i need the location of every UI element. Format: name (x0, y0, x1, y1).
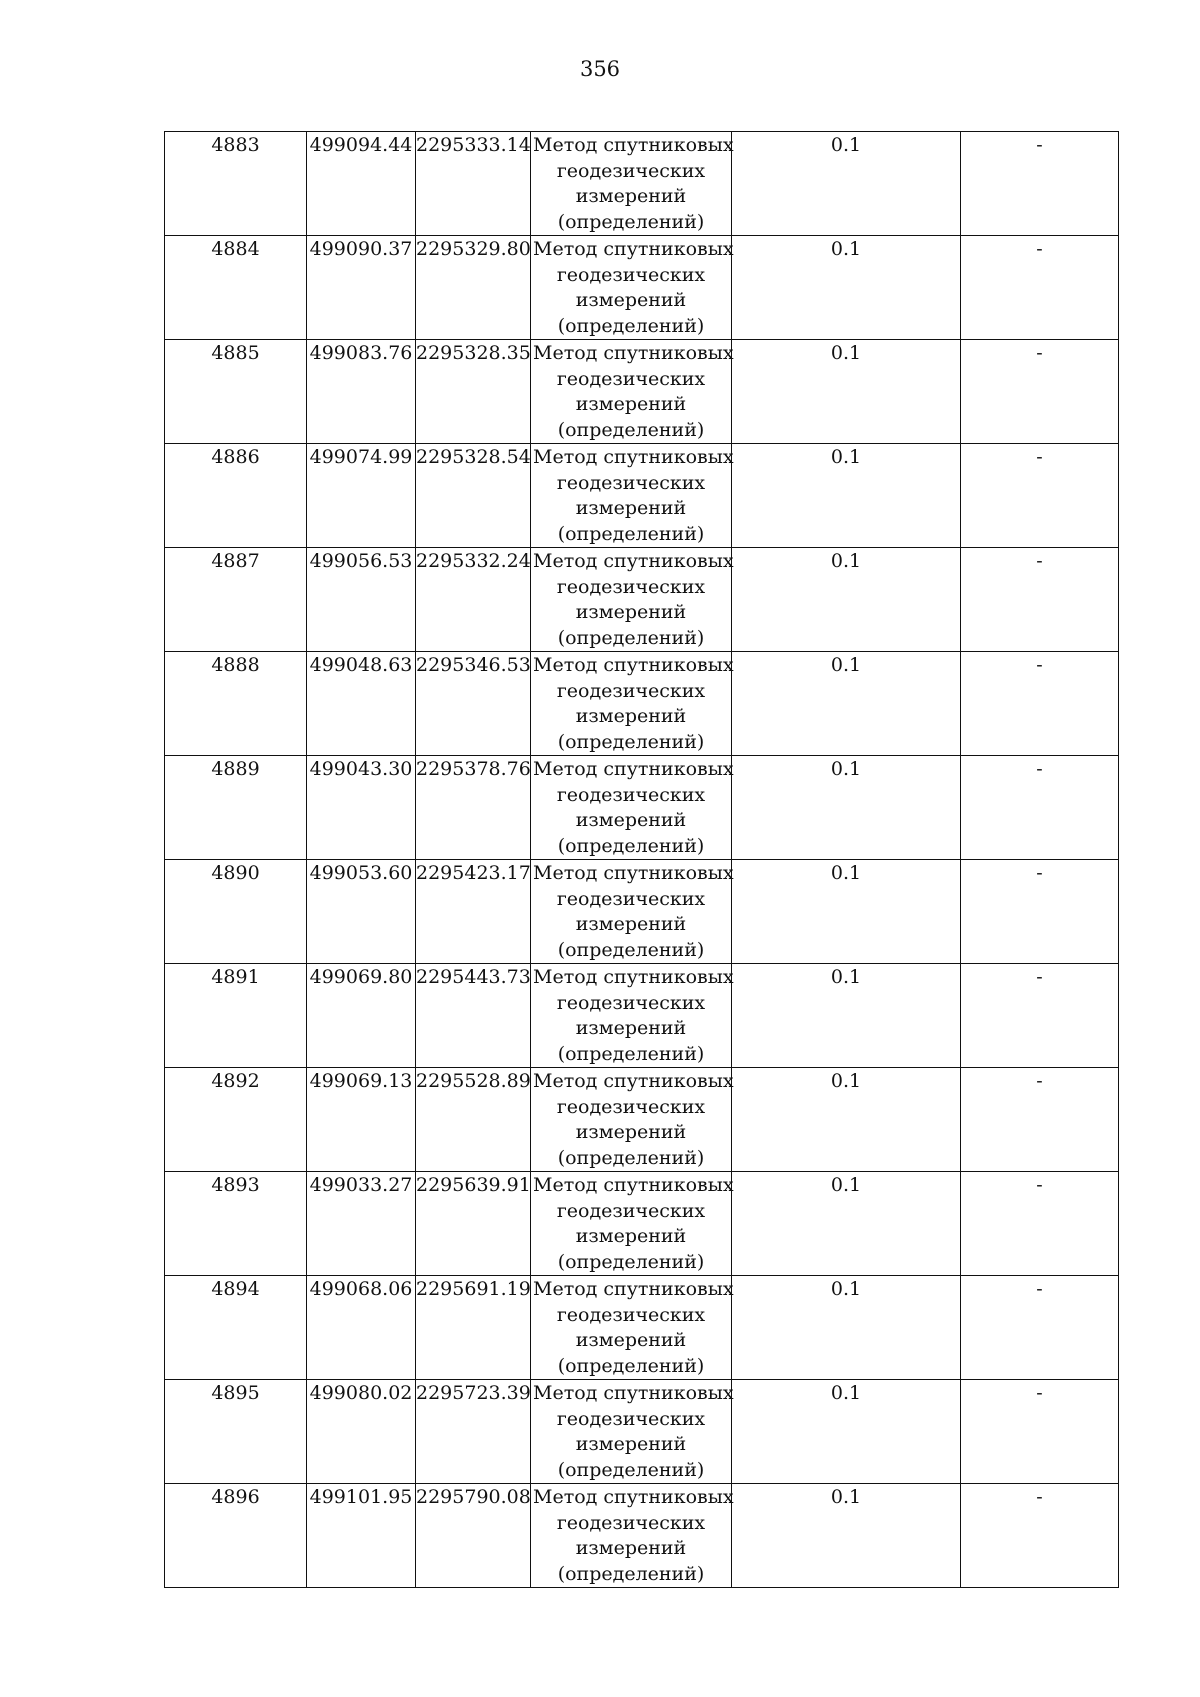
method-line: измерений (575, 185, 687, 207)
note-cell-text: - (1036, 758, 1043, 780)
accuracy-cell (732, 1276, 961, 1380)
y-coordinate-cell-text: 2295691.19 (416, 1278, 531, 1300)
method-line: (определений) (557, 1354, 705, 1377)
method-line: геодезических (556, 783, 706, 806)
method-cell (531, 132, 732, 236)
y-coordinate-cell (416, 1172, 531, 1276)
y-coordinate-cell (416, 1380, 531, 1484)
table-row (165, 340, 1119, 444)
y-coordinate-cell-text: 2295332.24 (416, 550, 531, 572)
method-line: Метод спутниковых (533, 1486, 734, 1508)
x-coordinate-cell (307, 236, 416, 340)
table-row (165, 1276, 1119, 1380)
x-coordinate-cell-text: 499068.06 (309, 1278, 413, 1300)
x-coordinate-cell-text: 499080.02 (309, 1382, 413, 1404)
note-cell-text: - (1036, 1486, 1043, 1508)
method-text (531, 756, 734, 859)
point-number-cell (165, 1172, 307, 1276)
method-cell (531, 756, 732, 860)
note-cell (961, 1380, 1119, 1484)
point-number-cell-text: 4893 (211, 1174, 260, 1196)
table-row (165, 756, 1119, 860)
note-cell-text: - (1036, 1070, 1043, 1092)
method-cell (531, 340, 732, 444)
note-cell (961, 444, 1119, 548)
accuracy-cell (732, 340, 961, 444)
accuracy-cell (732, 132, 961, 236)
method-line: измерений (575, 289, 687, 311)
y-coordinate-cell (416, 652, 531, 756)
x-coordinate-cell-text: 499090.37 (309, 238, 413, 260)
y-coordinate-cell (416, 548, 531, 652)
method-line: геодезических (556, 679, 706, 702)
method-line: Метод спутниковых (533, 1278, 734, 1300)
x-coordinate-cell (307, 1484, 416, 1588)
method-line: (определений) (557, 1042, 705, 1065)
note-cell (961, 236, 1119, 340)
coordinates-table-body (165, 132, 1119, 1588)
point-number-cell (165, 548, 307, 652)
x-coordinate-cell (307, 1276, 416, 1380)
y-coordinate-cell-text: 2295528.89 (416, 1070, 531, 1092)
x-coordinate-cell-text: 499043.30 (309, 758, 413, 780)
method-cell (531, 1276, 732, 1380)
method-line: геодезических (556, 367, 706, 390)
table-row (165, 548, 1119, 652)
point-number-cell-text: 4890 (211, 862, 260, 884)
method-line: (определений) (557, 1562, 705, 1585)
method-line: измерений (575, 601, 687, 623)
accuracy-cell-text: 0.1 (830, 654, 862, 676)
method-line: геодезических (556, 1407, 706, 1430)
note-cell-text: - (1036, 1174, 1043, 1196)
note-cell (961, 548, 1119, 652)
x-coordinate-cell (307, 340, 416, 444)
method-line: (определений) (557, 210, 705, 233)
accuracy-cell-text: 0.1 (830, 1382, 862, 1404)
y-coordinate-cell (416, 964, 531, 1068)
method-line: измерений (575, 913, 687, 935)
point-number-cell (165, 756, 307, 860)
method-line: измерений (575, 1433, 687, 1455)
point-number-cell (165, 652, 307, 756)
method-text (531, 652, 734, 755)
accuracy-cell (732, 1484, 961, 1588)
y-coordinate-cell (416, 1484, 531, 1588)
note-cell (961, 340, 1119, 444)
method-line: измерений (575, 497, 687, 519)
accuracy-cell-text: 0.1 (830, 966, 862, 988)
table-row (165, 1484, 1119, 1588)
accuracy-cell (732, 444, 961, 548)
point-number-cell-text: 4887 (211, 550, 260, 572)
accuracy-cell-text: 0.1 (830, 342, 862, 364)
accuracy-cell-text: 0.1 (830, 1278, 862, 1300)
page-number: 356 (579, 57, 621, 81)
y-coordinate-cell (416, 444, 531, 548)
method-text (531, 1484, 734, 1587)
point-number-cell (165, 860, 307, 964)
note-cell-text: - (1036, 862, 1043, 884)
method-line: Метод спутниковых (533, 1070, 734, 1092)
point-number-cell-text: 4892 (211, 1070, 260, 1092)
table-row (165, 860, 1119, 964)
method-line: (определений) (557, 1146, 705, 1169)
point-number-cell-text: 4896 (211, 1486, 260, 1508)
accuracy-cell-text: 0.1 (830, 758, 862, 780)
accuracy-cell-text: 0.1 (830, 134, 862, 156)
accuracy-cell-text: 0.1 (830, 550, 862, 572)
note-cell (961, 1276, 1119, 1380)
method-cell (531, 1484, 732, 1588)
point-number-cell (165, 236, 307, 340)
method-cell (531, 860, 732, 964)
x-coordinate-cell (307, 132, 416, 236)
method-line: измерений (575, 1121, 687, 1143)
method-cell (531, 652, 732, 756)
method-text (531, 964, 734, 1067)
method-line: (определений) (557, 834, 705, 857)
method-text (531, 1276, 734, 1379)
method-line: (определений) (557, 522, 705, 545)
method-text (531, 340, 734, 443)
table-row (165, 1172, 1119, 1276)
method-text (531, 236, 734, 339)
y-coordinate-cell-text: 2295790.08 (416, 1486, 531, 1508)
y-coordinate-cell (416, 1068, 531, 1172)
x-coordinate-cell-text: 499033.27 (309, 1174, 413, 1196)
method-line: Метод спутниковых (533, 134, 734, 156)
accuracy-cell-text: 0.1 (830, 862, 862, 884)
method-line: геодезических (556, 1199, 706, 1222)
y-coordinate-cell-text: 2295328.35 (416, 342, 531, 364)
point-number-cell (165, 444, 307, 548)
method-line: геодезических (556, 471, 706, 494)
method-line: (определений) (557, 1458, 705, 1481)
accuracy-cell-text: 0.1 (830, 1070, 862, 1092)
accuracy-cell (732, 652, 961, 756)
y-coordinate-cell-text: 2295639.91 (416, 1174, 531, 1196)
point-number-cell (165, 1068, 307, 1172)
method-line: Метод спутниковых (533, 342, 734, 364)
y-coordinate-cell (416, 132, 531, 236)
method-cell (531, 236, 732, 340)
note-cell-text: - (1036, 654, 1043, 676)
accuracy-cell-text: 0.1 (830, 446, 862, 468)
method-line: измерений (575, 1225, 687, 1247)
y-coordinate-cell-text: 2295333.14 (416, 134, 531, 156)
x-coordinate-cell-text: 499083.76 (309, 342, 413, 364)
method-cell (531, 1172, 732, 1276)
method-line: (определений) (557, 730, 705, 753)
y-coordinate-cell-text: 2295328.54 (416, 446, 531, 468)
x-coordinate-cell-text: 499101.95 (309, 1486, 413, 1508)
x-coordinate-cell-text: 499056.53 (309, 550, 413, 572)
method-line: геодезических (556, 887, 706, 910)
accuracy-cell (732, 548, 961, 652)
x-coordinate-cell (307, 652, 416, 756)
y-coordinate-cell (416, 236, 531, 340)
point-number-cell-text: 4894 (211, 1278, 260, 1300)
note-cell (961, 964, 1119, 1068)
method-line: (определений) (557, 314, 705, 337)
y-coordinate-cell (416, 860, 531, 964)
point-number-cell-text: 4889 (211, 758, 260, 780)
table-row (165, 652, 1119, 756)
note-cell-text: - (1036, 550, 1043, 572)
y-coordinate-cell-text: 2295423.17 (416, 862, 531, 884)
coordinates-table (164, 131, 1119, 1588)
x-coordinate-cell-text: 499094.44 (309, 134, 413, 156)
method-line: измерений (575, 809, 687, 831)
note-cell (961, 1068, 1119, 1172)
method-line: геодезических (556, 1511, 706, 1534)
note-cell (961, 860, 1119, 964)
y-coordinate-cell-text: 2295723.39 (416, 1382, 531, 1404)
method-line: измерений (575, 705, 687, 727)
note-cell-text: - (1036, 134, 1043, 156)
note-cell-text: - (1036, 342, 1043, 364)
method-line: измерений (575, 1537, 687, 1559)
accuracy-cell (732, 756, 961, 860)
table-row (165, 132, 1119, 236)
method-line: геодезических (556, 991, 706, 1014)
method-text (531, 1380, 734, 1483)
method-text (531, 1172, 734, 1275)
accuracy-cell (732, 964, 961, 1068)
x-coordinate-cell (307, 860, 416, 964)
table-row (165, 444, 1119, 548)
note-cell (961, 756, 1119, 860)
accuracy-cell-text: 0.1 (830, 1486, 862, 1508)
x-coordinate-cell (307, 756, 416, 860)
note-cell-text: - (1036, 446, 1043, 468)
point-number-cell (165, 964, 307, 1068)
note-cell-text: - (1036, 966, 1043, 988)
method-text (531, 548, 734, 651)
method-line: геодезических (556, 263, 706, 286)
method-line: геодезических (556, 1095, 706, 1118)
point-number-cell-text: 4895 (211, 1382, 260, 1404)
note-cell-text: - (1036, 238, 1043, 260)
x-coordinate-cell-text: 499053.60 (309, 862, 413, 884)
method-cell (531, 1068, 732, 1172)
x-coordinate-cell-text: 499074.99 (309, 446, 413, 468)
point-number-cell (165, 1380, 307, 1484)
method-line: Метод спутниковых (533, 1174, 734, 1196)
table-row (165, 1068, 1119, 1172)
table-row (165, 236, 1119, 340)
x-coordinate-cell (307, 1172, 416, 1276)
point-number-cell-text: 4888 (211, 654, 260, 676)
x-coordinate-cell (307, 1380, 416, 1484)
method-line: геодезических (556, 1303, 706, 1326)
point-number-cell-text: 4891 (211, 966, 260, 988)
method-line: геодезических (556, 575, 706, 598)
note-cell (961, 652, 1119, 756)
accuracy-cell (732, 860, 961, 964)
x-coordinate-cell-text: 499069.80 (309, 966, 413, 988)
method-cell (531, 1380, 732, 1484)
x-coordinate-cell (307, 444, 416, 548)
method-line: измерений (575, 1329, 687, 1351)
method-line: измерений (575, 393, 687, 415)
x-coordinate-cell-text: 499069.13 (309, 1070, 413, 1092)
point-number-cell-text: 4886 (211, 446, 260, 468)
y-coordinate-cell-text: 2295346.53 (416, 654, 531, 676)
accuracy-cell (732, 1068, 961, 1172)
method-line: (определений) (557, 418, 705, 441)
method-line: Метод спутниковых (533, 862, 734, 884)
method-text (531, 444, 734, 547)
method-line: Метод спутниковых (533, 550, 734, 572)
method-line: Метод спутниковых (533, 758, 734, 780)
accuracy-cell (732, 1380, 961, 1484)
method-line: Метод спутниковых (533, 654, 734, 676)
method-text (531, 1068, 734, 1171)
method-line: геодезических (556, 159, 706, 182)
table-row (165, 1380, 1119, 1484)
accuracy-cell (732, 1172, 961, 1276)
y-coordinate-cell (416, 340, 531, 444)
point-number-cell (165, 340, 307, 444)
y-coordinate-cell (416, 1276, 531, 1380)
y-coordinate-cell-text: 2295378.76 (416, 758, 531, 780)
method-cell (531, 548, 732, 652)
y-coordinate-cell (416, 756, 531, 860)
method-line: (определений) (557, 938, 705, 961)
x-coordinate-cell (307, 1068, 416, 1172)
point-number-cell (165, 1484, 307, 1588)
accuracy-cell-text: 0.1 (830, 1174, 862, 1196)
method-line: Метод спутниковых (533, 238, 734, 260)
method-cell (531, 964, 732, 1068)
point-number-cell (165, 1276, 307, 1380)
note-cell (961, 132, 1119, 236)
accuracy-cell-text: 0.1 (830, 238, 862, 260)
method-line: Метод спутниковых (533, 1382, 734, 1404)
x-coordinate-cell (307, 964, 416, 1068)
method-cell (531, 444, 732, 548)
method-text (531, 132, 734, 235)
note-cell-text: - (1036, 1382, 1043, 1404)
point-number-cell-text: 4885 (211, 342, 260, 364)
method-line: Метод спутниковых (533, 966, 734, 988)
method-line: (определений) (557, 626, 705, 649)
y-coordinate-cell-text: 2295443.73 (416, 966, 531, 988)
x-coordinate-cell-text: 499048.63 (309, 654, 413, 676)
point-number-cell-text: 4884 (211, 238, 260, 260)
note-cell (961, 1484, 1119, 1588)
note-cell-text: - (1036, 1278, 1043, 1300)
method-line: (определений) (557, 1250, 705, 1273)
point-number-cell-text: 4883 (211, 134, 260, 156)
method-text (531, 860, 734, 963)
point-number-cell (165, 132, 307, 236)
y-coordinate-cell-text: 2295329.80 (416, 238, 531, 260)
x-coordinate-cell (307, 548, 416, 652)
note-cell (961, 1172, 1119, 1276)
method-line: Метод спутниковых (533, 446, 734, 468)
table-row (165, 964, 1119, 1068)
accuracy-cell (732, 236, 961, 340)
method-line: измерений (575, 1017, 687, 1039)
